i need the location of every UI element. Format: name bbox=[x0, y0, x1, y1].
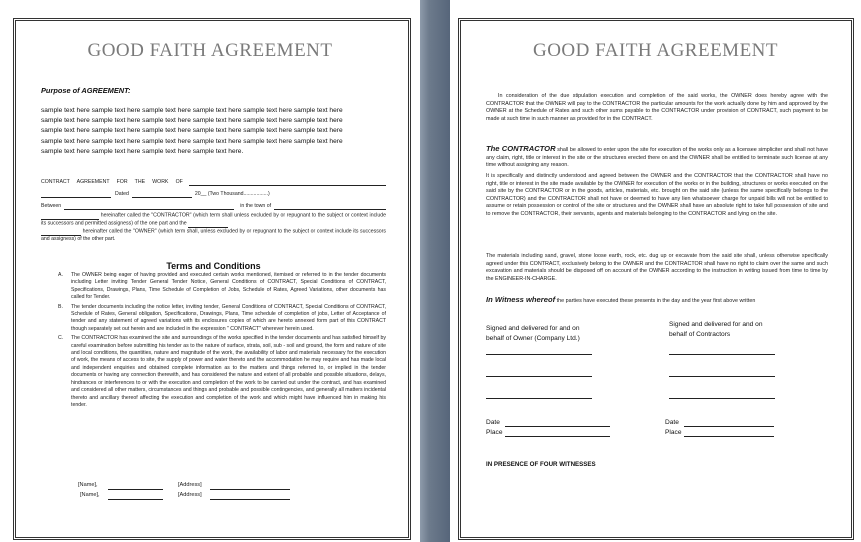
between-label: Between bbox=[41, 202, 62, 209]
clause-label: A. bbox=[58, 272, 63, 278]
contractor-town-field[interactable] bbox=[41, 212, 99, 220]
page-gutter bbox=[420, 0, 450, 542]
owner-sig-line-2: behalf of Owner (Company Ltd.) bbox=[486, 334, 580, 342]
materials-paragraph: The materials including sand, gravel, stone loose earth, rock, etc. dug up or excavate from the said site shall, unless otherwise specifically agreed under this CONTRACT, exclusively belong to the OWNER and the CONTRACTOR shall have no right to claim over the same and such excavation and materials should be disposed off on account of the OWNER according to the instruction in writing issued from time to time by the ENGINEER-IN-CHARGE. bbox=[486, 253, 828, 282]
owner-date-field[interactable] bbox=[505, 426, 610, 427]
contractor-place-label: Place bbox=[665, 429, 682, 436]
party-text-owner: hereinafter called the "OWNER" (which term shall, unless excluded by or repugnant to the subject or context include its successors and assigness) of the other part. bbox=[41, 228, 386, 242]
name-label-2: [Name], bbox=[80, 492, 100, 498]
address-label-2: [Address] bbox=[178, 492, 202, 498]
sample-line: sample text here sample text here sample text here sample text here sample text here sample text here bbox=[41, 107, 343, 114]
name-field-1[interactable] bbox=[108, 489, 163, 490]
clause-a bbox=[58, 272, 386, 302]
dated-label: Dated bbox=[115, 190, 129, 197]
owner-signature-field-2[interactable] bbox=[486, 376, 592, 377]
purpose-sample-text bbox=[41, 106, 386, 157]
owner-signature-field-1[interactable] bbox=[486, 354, 592, 355]
clause-text: The CONTRACTOR has examined the site and surroundings of the works specified in the tender documents and has satisfied himself by careful examination before submitting his tender as to the nature of surface, strata, soil, sub - soil and ground, the form and nature of site and local conditions, the quantities, nature and magnitude of the work, the availability of labor and materials necessary for the execution of work, the means of access to site, the supply of power and water thereto and the accommodation he may require and has made local and independent enquiries and obtained complete information as to the matters and things referred to, or implied in the tender documents or having any connection therewith, and has considered the nature and extent of all probable and possible situations, delays, hindrances or interferences to or with the execution and completion of the work to be carried out under the contract, and has examined and considered all other matters, circumstances and things and probable and possible contingencies, and generally all matters incidental thereto and ancillary thereof affecting the execution and completion of the work and which might have influenced him in making his tender. bbox=[71, 335, 386, 408]
witness-text: the parties have executed these presents in the day and the year first above written bbox=[556, 298, 756, 304]
sample-line: sample text here sample text here sample text here sample text here sample text here sample text here bbox=[41, 117, 343, 125]
party-text-contractor: hereinafter called the "CONTRACTOR" (which term shall unless excluded by or repugnant to the subject or context include its successors and permitted assigness) of the one part and the bbox=[41, 212, 386, 227]
witnesses-heading: IN PRESENCE OF FOUR WITNESSES bbox=[486, 461, 596, 468]
sample-line: sample text here sample text here sample text here sample text here sample text here sample text here bbox=[41, 127, 343, 135]
address-label-1: [Address] bbox=[178, 482, 202, 488]
contract-number-field[interactable] bbox=[41, 190, 111, 198]
contractor-name-field[interactable] bbox=[64, 202, 234, 210]
owner-sig-line-1: Signed and delivered for and on bbox=[486, 325, 580, 332]
year-label: 20__ (Two Thousand.................) bbox=[194, 190, 270, 197]
contractor-sig-line-1: Signed and delivered for and on bbox=[669, 321, 763, 328]
contractor-date-field[interactable] bbox=[684, 426, 774, 427]
page-title: GOOD FAITH AGREEMENT bbox=[87, 40, 333, 61]
contractor-text: shall be allowed to enter upon the site for execution of the works only as a licensee simpliciter and shall not have any claim, right, title or interest in the site or the structures erected there on and the OWNER shall be entitled to terminate such license at any time without assigning any reason. bbox=[486, 147, 828, 169]
right-page bbox=[450, 0, 861, 542]
owner-signature-field-3[interactable] bbox=[486, 398, 592, 399]
terms-heading: Terms and Conditions bbox=[166, 261, 261, 271]
left-page bbox=[0, 0, 420, 542]
town-label: in the town of bbox=[240, 202, 272, 209]
sample-line: sample text here sample text here sample text here sample text here. bbox=[41, 147, 244, 155]
witness-lead: In Witness whereof bbox=[486, 295, 556, 304]
contractor-signature-field-2[interactable] bbox=[669, 376, 775, 377]
date-field[interactable] bbox=[132, 190, 192, 198]
purpose-heading: Purpose of AGREEMENT: bbox=[41, 86, 131, 95]
owner-place-label: Place bbox=[486, 429, 503, 436]
contractor-sig-line-2: behalf of Contractors bbox=[669, 330, 731, 338]
terms-list bbox=[58, 272, 386, 409]
contractor-date-label: Date bbox=[665, 419, 679, 426]
work-field[interactable] bbox=[189, 178, 386, 186]
witness-paragraph bbox=[486, 296, 828, 306]
contractor-signature-block bbox=[669, 320, 762, 339]
owner-name-field[interactable] bbox=[188, 220, 228, 228]
name-field-2[interactable] bbox=[108, 499, 163, 500]
sample-line: sample text here sample text here sample text here sample text here sample text here sample text here bbox=[41, 137, 343, 145]
name-label-1: [Name], bbox=[78, 482, 98, 488]
clause-text: The tender documents including the notice letter, inviting tender, General Conditions of CONTRACT, Special Conditions of CONTRACT, Schedule of Rates, General obligation, Specifications, Drawings, Plans, Time schedule of completion of jobs, Letter of Acceptance of tender and any statement of agreed variations with its enclosures copies of which are hereto annexed form part of this CONTRACT though separately set out herein and are included in the expression " CONTRACT" wherever herein used. bbox=[71, 303, 386, 332]
contractor-signature-field-3[interactable] bbox=[669, 398, 775, 399]
owner-date-label: Date bbox=[486, 419, 500, 426]
clause-b bbox=[58, 304, 386, 334]
clause-label: C. bbox=[58, 335, 64, 342]
owner-town-field[interactable] bbox=[41, 228, 81, 236]
clause-text: The OWNER being eager of having provided and executed certain works mentioned, itemised or referred to in the tender documents including Letter inviting Tender General Tender Notice, General Conditions of CONTRACT, Special Conditions of CONTRACT, Specifications, Drawings, Plans, Time Schedule of Completion of Jobs, Schedule of Rates, Agreed Variations, other documents has called for Tender. bbox=[71, 272, 386, 301]
clause-label: B. bbox=[58, 303, 63, 310]
address-field-1[interactable] bbox=[210, 489, 290, 490]
title-rights-paragraph: It is specifically and distinctly understood and agreed between the OWNER and the CONTRACTOR that the CONTRACTOR shall have no right, title or interest in the site made available by the OWNER for execution of the works or in the building, structures or works executed on the said site by the CONTRACTOR or in the goods, articles, materials, etc. brought on the said site (unless the same specifically belongs to the CONTRACTOR) and the CONTRACTOR shall not have or deemed to have any lien whatsoever charge for unpaid bills will not be entitled to assume or retain possession or control of the site or structures and the OWNER shall have an absolute right to take full possession of site and to remove the CONTRACTOR, their servants, agents and materials belonging to the CONTRACTOR and lying on the site. bbox=[486, 173, 828, 217]
consideration-paragraph: In consideration of the due stipulation execution and completion of the said works, the OWNER does hereby agree with the CONTRACTOR that the OWNER will pay to the CONTRACTOR the particular amounts for the work actually done by him and approved by the OWNER at the Schedule of Rates and such other sums payable to the CONTRACTOR under provision of CONTRACT, such payment to be made at such time in such manner as provided for in the CONTRACT. bbox=[486, 93, 828, 122]
contractor-signature-field-1[interactable] bbox=[669, 354, 775, 355]
page-title: GOOD FAITH AGREEMENT bbox=[532, 40, 779, 61]
owner-place-field[interactable] bbox=[505, 436, 610, 437]
clause-c bbox=[58, 335, 386, 409]
owner-signature-block bbox=[486, 324, 580, 343]
contractor-lead: The CONTRACTOR bbox=[486, 144, 556, 153]
address-field-2[interactable] bbox=[210, 499, 290, 500]
contract-line-label: CONTRACT AGREEMENT FOR THE WORK OF bbox=[41, 178, 183, 185]
contractor-place-field[interactable] bbox=[684, 436, 774, 437]
town-field[interactable] bbox=[274, 202, 386, 210]
contractor-paragraph bbox=[486, 145, 828, 170]
contract-block bbox=[41, 178, 386, 243]
